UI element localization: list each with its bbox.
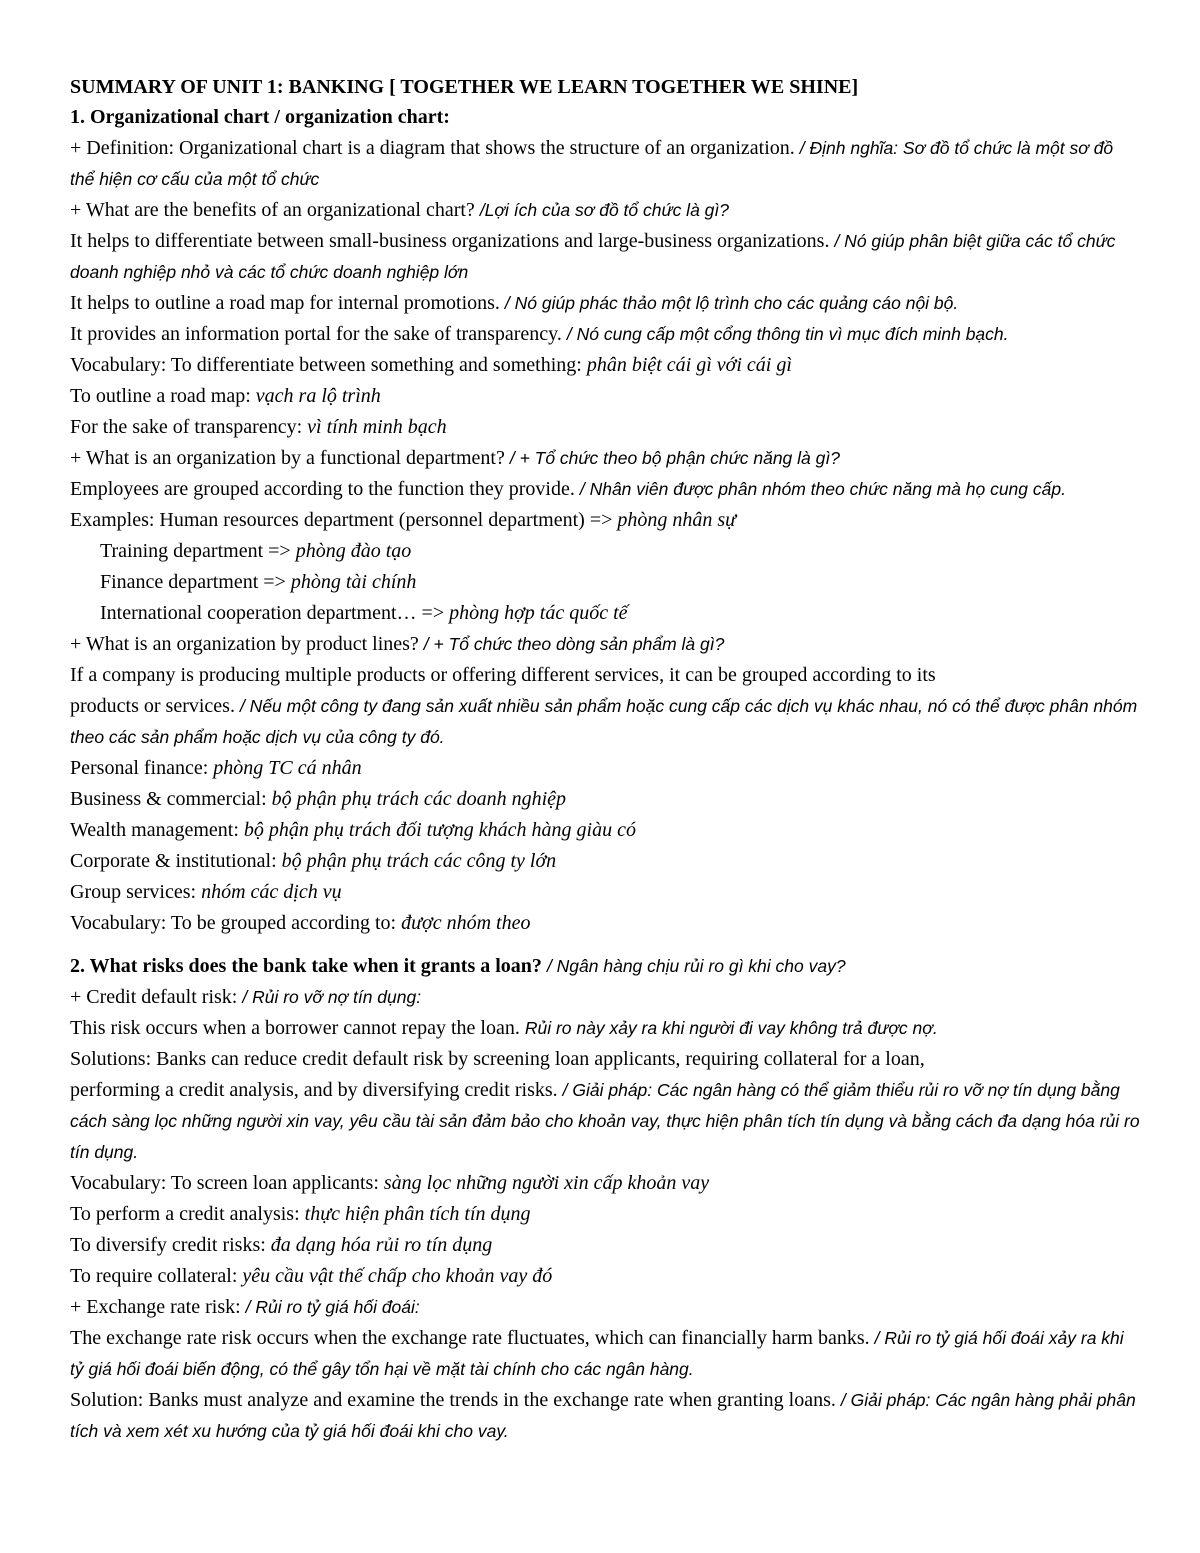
vocab-term: Vocabulary: To be grouped according to: bbox=[70, 912, 397, 934]
example-term: International cooperation department… => bbox=[100, 602, 445, 624]
benefit-3 bbox=[70, 319, 1140, 350]
exchange-rate-risk-vi: / Rủi ro tỷ giá hối đoái: bbox=[245, 1297, 420, 1317]
exchange-rate-solution bbox=[70, 1385, 1140, 1447]
vocab-term: To require collateral: bbox=[70, 1265, 238, 1287]
benefits-question-en: + What are the benefits of an organizational chart? bbox=[70, 199, 475, 221]
functional-question-en: + What is an organization by a functional department? bbox=[70, 447, 505, 469]
example-translation: phòng hợp tác quốc tế bbox=[449, 602, 628, 624]
section-2-heading-en: 2. What risks does the bank take when it grants a loan? bbox=[70, 955, 542, 977]
product-corporate-institutional bbox=[70, 846, 1140, 877]
vocab-term: To diversify credit risks: bbox=[70, 1234, 266, 1256]
example-term: Training department => bbox=[100, 540, 291, 562]
solutions-line-2 bbox=[70, 1075, 1140, 1168]
benefit-3-en: It provides an information portal for the sake of transparency. bbox=[70, 323, 562, 345]
section-gap bbox=[70, 939, 1140, 951]
product-term: Wealth management: bbox=[70, 819, 239, 841]
section-1-heading: 1. Organizational chart / organization chart: bbox=[70, 106, 450, 128]
credit-default-risk bbox=[70, 982, 1140, 1013]
functional-answer-en: Employees are grouped according to the function they provide. bbox=[70, 478, 575, 500]
exchange-rate-solution-vi: / Giải pháp: Các ngân hàng phải phân tích và xem xét xu hướng của tỷ giá hối đoái khi cho vay. bbox=[70, 1390, 1136, 1441]
credit-default-risk-en: + Credit default risk: bbox=[70, 986, 238, 1008]
example-translation: phòng tài chính bbox=[290, 571, 417, 593]
product-answer-en: products or services. bbox=[70, 695, 235, 717]
solutions-vi: / Giải pháp: Các ngân hàng có thể giảm thiểu rủi ro vỡ nợ tín dụng bằng cách sàng lọc những người xin vay, yêu cầu tài sản đảm bảo cho khoản vay, thực hiện phân tích tín dụng và bằng cách đa dạng hóa rủi ro tín dụng. bbox=[70, 1080, 1140, 1162]
product-translation: bộ phận phụ trách các doanh nghiệp bbox=[271, 788, 567, 810]
exchange-rate-description-vi: / Rủi ro tỷ giá hối đoái xảy ra khi tỷ giá hối đoái biến động, có thể gây tổn hại về mặt tài chính cho các ngân hàng. bbox=[70, 1328, 1124, 1379]
benefit-1-vi: / Nó giúp phân biệt giữa các tổ chức doanh nghiệp nhỏ và các tổ chức doanh nghiệp lớn bbox=[70, 231, 1116, 282]
example-finance bbox=[70, 567, 1140, 598]
vocab-term: For the sake of transparency: bbox=[70, 416, 303, 438]
benefit-1 bbox=[70, 226, 1140, 288]
vocab-differentiate bbox=[70, 350, 1140, 381]
exchange-rate-solution-en: Solution: Banks must analyze and examine the trends in the exchange rate when granting loans. bbox=[70, 1389, 836, 1411]
vocab-transparency bbox=[70, 412, 1140, 443]
benefits-question bbox=[70, 195, 1140, 226]
vocab-term: Vocabulary: To screen loan applicants: bbox=[70, 1172, 379, 1194]
product-answer-line-2 bbox=[70, 691, 1140, 753]
vocab-translation: vạch ra lộ trình bbox=[255, 385, 381, 407]
vocab-term: To perform a credit analysis: bbox=[70, 1203, 300, 1225]
product-question bbox=[70, 629, 1140, 660]
product-term: Business & commercial: bbox=[70, 788, 267, 810]
credit-default-description-en: This risk occurs when a borrower cannot repay the loan. bbox=[70, 1017, 520, 1039]
benefits-question-vi: /Lợi ích của sơ đồ tổ chức là gì? bbox=[479, 200, 729, 220]
example-training bbox=[70, 536, 1140, 567]
product-translation: phòng TC cá nhân bbox=[213, 757, 362, 779]
vocab-screen bbox=[70, 1168, 1140, 1199]
product-personal-finance bbox=[70, 753, 1140, 784]
definition-en: + Definition: Organizational chart is a diagram that shows the structure of an organization. bbox=[70, 137, 795, 159]
example-international bbox=[70, 598, 1140, 629]
vocab-translation: thực hiện phân tích tín dụng bbox=[304, 1203, 531, 1225]
vocab-road-map bbox=[70, 381, 1140, 412]
solutions-line-1: Solutions: Banks can reduce credit default risk by screening loan applicants, requiring collateral for a loan, bbox=[70, 1048, 925, 1070]
product-answer-line-1: If a company is producing multiple products or offering different services, it can be grouped according to its bbox=[70, 664, 936, 686]
vocab-grouped bbox=[70, 908, 1140, 939]
vocab-translation: vì tính minh bạch bbox=[307, 416, 447, 438]
vocab-translation: phân biệt cái gì với cái gì bbox=[586, 354, 792, 376]
credit-default-description-vi: Rủi ro này xảy ra khi người đi vay không trả được nợ. bbox=[524, 1018, 938, 1038]
product-group-services bbox=[70, 877, 1140, 908]
example-translation: phòng nhân sự bbox=[617, 509, 737, 531]
credit-default-description bbox=[70, 1013, 1140, 1044]
benefit-2-en: It helps to outline a road map for internal promotions. bbox=[70, 292, 500, 314]
product-term: Personal finance: bbox=[70, 757, 209, 779]
product-wealth-management bbox=[70, 815, 1140, 846]
vocab-collateral bbox=[70, 1261, 1140, 1292]
product-term: Corporate & institutional: bbox=[70, 850, 277, 872]
definition bbox=[70, 133, 1140, 195]
credit-default-risk-vi: / Rủi ro vỡ nợ tín dụng: bbox=[242, 987, 422, 1007]
product-translation: bộ phận phụ trách các công ty lớn bbox=[281, 850, 557, 872]
vocab-translation: được nhóm theo bbox=[401, 912, 531, 934]
vocab-term: Vocabulary: To differentiate between something and something: bbox=[70, 354, 582, 376]
product-translation: nhóm các dịch vụ bbox=[201, 881, 342, 903]
product-question-en: + What is an organization by product lines? bbox=[70, 633, 419, 655]
example-term: Finance department => bbox=[100, 571, 286, 593]
product-translation: bộ phận phụ trách đối tượng khách hàng giàu có bbox=[243, 819, 636, 841]
vocab-credit-analysis bbox=[70, 1199, 1140, 1230]
solutions-en: performing a credit analysis, and by diversifying credit risks. bbox=[70, 1079, 558, 1101]
exchange-rate-description-en: The exchange rate risk occurs when the exchange rate fluctuates, which can financially harm banks. bbox=[70, 1327, 870, 1349]
example-term: Examples: Human resources department (personnel department) => bbox=[70, 509, 613, 531]
vocab-translation: đa dạng hóa rủi ro tín dụng bbox=[270, 1234, 493, 1256]
exchange-rate-risk bbox=[70, 1292, 1140, 1323]
functional-answer bbox=[70, 474, 1140, 505]
vocab-translation: sàng lọc những người xin cấp khoản vay bbox=[383, 1172, 710, 1194]
document-page bbox=[70, 72, 1140, 1447]
benefit-2 bbox=[70, 288, 1140, 319]
section-2-heading-vi: / Ngân hàng chịu rủi ro gì khi cho vay? bbox=[546, 956, 846, 976]
functional-answer-vi: / Nhân viên được phân nhóm theo chức năng mà họ cung cấp. bbox=[579, 479, 1066, 499]
functional-question-vi: / + Tổ chức theo bộ phận chức năng là gì? bbox=[509, 448, 840, 468]
vocab-translation: yêu cầu vật thế chấp cho khoản vay đó bbox=[242, 1265, 553, 1287]
product-answer-vi: / Nếu một công ty đang sản xuất nhiều sản phẩm hoặc cung cấp các dịch vụ khác nhau, nó có thể được phân nhóm theo các sản phẩm hoặc dịch vụ của công ty đó. bbox=[70, 696, 1138, 747]
benefit-3-vi: / Nó cung cấp một cổng thông tin vì mục đích minh bạch. bbox=[566, 324, 1009, 344]
benefit-2-vi: / Nó giúp phác thảo một lộ trình cho các quảng cáo nội bộ. bbox=[504, 293, 959, 313]
vocab-term: To outline a road map: bbox=[70, 385, 251, 407]
section-2-heading bbox=[70, 951, 1140, 982]
example-hr bbox=[70, 505, 1140, 536]
definition-vi: / Định nghĩa: Sơ đồ tổ chức là một sơ đồ thể hiện cơ cấu của một tổ chức bbox=[70, 138, 1114, 189]
product-term: Group services: bbox=[70, 881, 197, 903]
exchange-rate-risk-en: + Exchange rate risk: bbox=[70, 1296, 241, 1318]
vocab-diversify bbox=[70, 1230, 1140, 1261]
example-translation: phòng đào tạo bbox=[295, 540, 412, 562]
functional-question bbox=[70, 443, 1140, 474]
document-title: SUMMARY OF UNIT 1: BANKING [ TOGETHER WE LEARN TOGETHER WE SHINE] bbox=[70, 76, 859, 98]
product-question-vi: / + Tổ chức theo dòng sản phẩm là gì? bbox=[423, 634, 725, 654]
product-business-commercial bbox=[70, 784, 1140, 815]
benefit-1-en: It helps to differentiate between small-business organizations and large-business organizations. bbox=[70, 230, 830, 252]
exchange-rate-description bbox=[70, 1323, 1140, 1385]
